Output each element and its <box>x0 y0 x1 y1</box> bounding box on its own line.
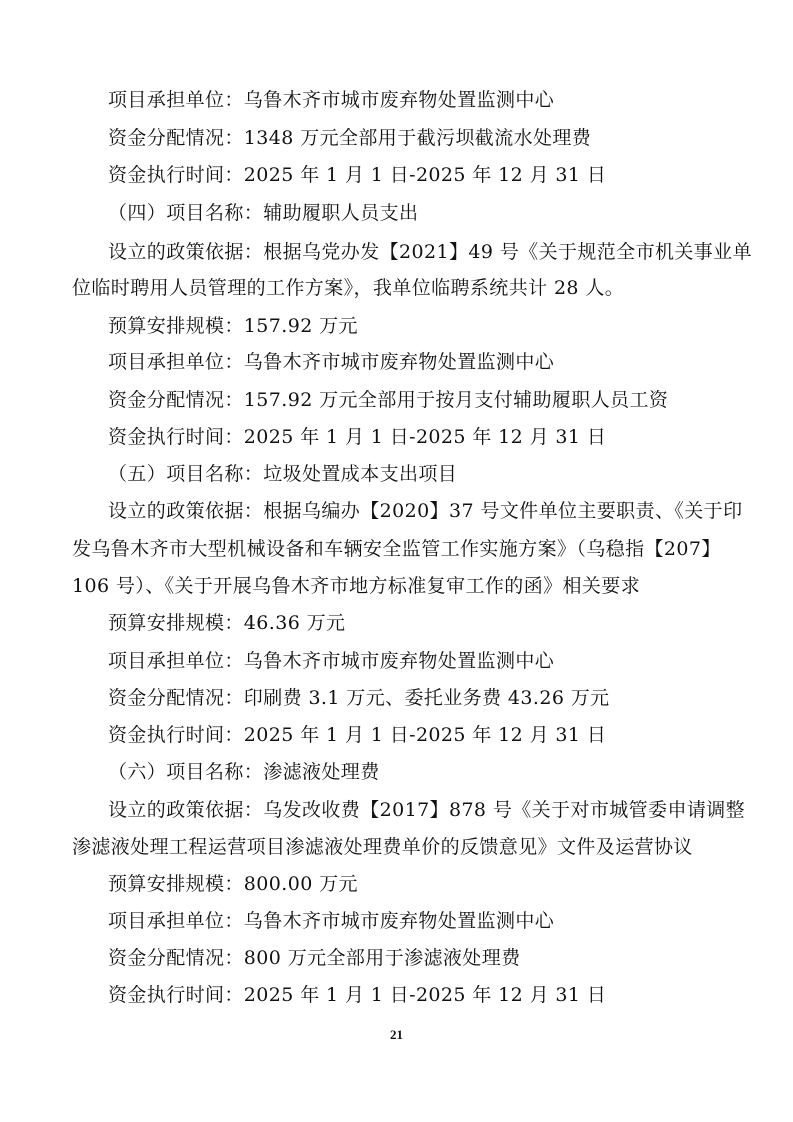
text-line: 资金分配情况：157.92 万元全部用于按月支付辅助履职人员工资 <box>108 389 669 411</box>
section-heading-5: （五）项目名称：垃圾处置成本支出项目 <box>108 463 458 485</box>
page-number: 21 <box>390 1027 403 1042</box>
text-line: 项目承担单位：乌鲁木齐市城市废弃物处置监测中心 <box>108 650 555 672</box>
text-line: 设立的政策依据：乌发改收费【2017】878 号《关于对市城管委申请调整 <box>108 799 746 821</box>
text-line: 设立的政策依据：根据乌党办发【2021】49 号《关于规范全市机关事业单 <box>108 241 752 263</box>
text-line: 106 号）、《关于开展乌鲁木齐市地方标准复审工作的函》相关要求 <box>72 575 641 597</box>
text-line: 资金执行时间：2025 年 1 月 1 日-2025 年 12 月 31 日 <box>108 724 607 746</box>
section-heading-4: （四）项目名称：辅助履职人员支出 <box>108 202 419 224</box>
text-line: 资金分配情况：800 万元全部用于渗滤液处理费 <box>108 947 521 969</box>
text-line: 发乌鲁木齐市大型机械设备和车辆安全监管工作实施方案》（乌稳指【207】 <box>72 538 721 560</box>
text-line: 资金执行时间：2025 年 1 月 1 日-2025 年 12 月 31 日 <box>108 984 607 1006</box>
text-line: 资金执行时间：2025 年 1 月 1 日-2025 年 12 月 31 日 <box>108 164 607 186</box>
text-line: 预算安排规模：46.36 万元 <box>108 612 346 634</box>
text-line: 资金分配情况：印刷费 3.1 万元、委托业务费 43.26 万元 <box>108 687 610 709</box>
text-line: 项目承担单位：乌鲁木齐市城市废弃物处置监测中心 <box>108 910 555 932</box>
text-line: 设立的政策依据：根据乌编办【2020】37 号文件单位主要职责、《关于印 <box>108 500 743 522</box>
text-line: 资金执行时间：2025 年 1 月 1 日-2025 年 12 月 31 日 <box>108 426 607 448</box>
section-heading-6: （六）项目名称：渗滤液处理费 <box>108 761 380 783</box>
text-line: 预算安排规模：157.92 万元 <box>108 315 358 337</box>
text-line: 资金分配情况：1348 万元全部用于截污坝截流水处理费 <box>108 127 592 149</box>
text-line: 项目承担单位：乌鲁木齐市城市废弃物处置监测中心 <box>108 351 555 373</box>
text-line: 渗滤液处理工程运营项目渗滤液处理费单价的反馈意见》文件及运营协议 <box>72 836 693 858</box>
text-line: 预算安排规模：800.00 万元 <box>108 873 358 895</box>
text-line: 项目承担单位：乌鲁木齐市城市废弃物处置监测中心 <box>108 89 555 111</box>
text-line: 位临时聘用人员管理的工作方案》，我单位临聘系统共计 28 人。 <box>72 277 625 299</box>
